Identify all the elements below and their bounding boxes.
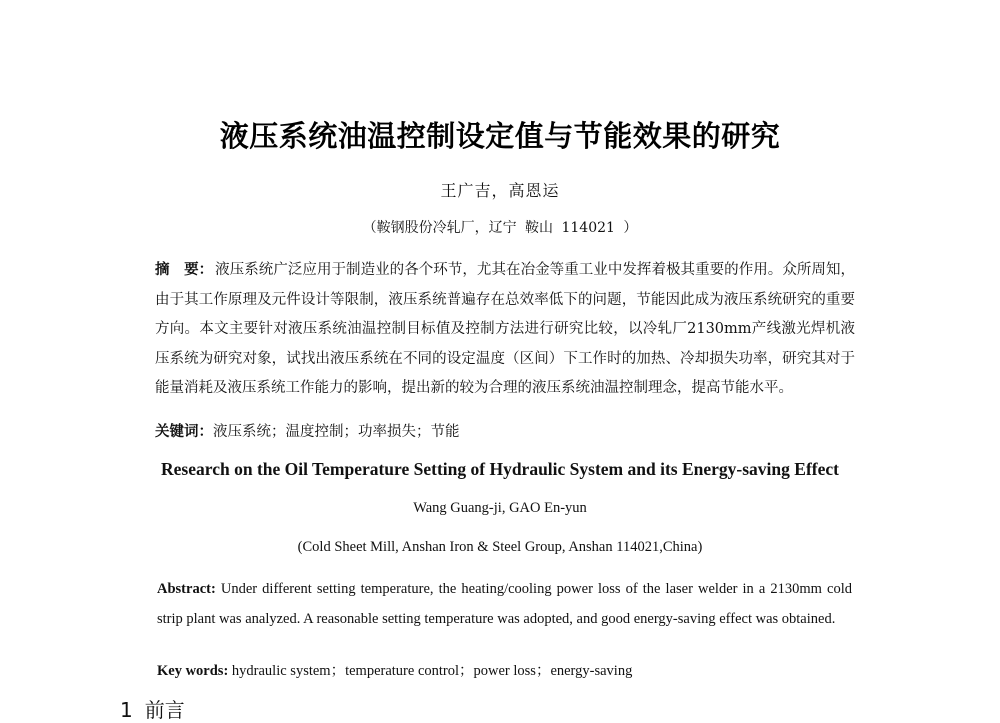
affiliation-en: (Cold Sheet Mill, Anshan Iron & Steel Group, Anshan 114021,China) <box>297 539 703 555</box>
abstract-en-text: Under different setting temperature, the heating/cooling power loss of the laser welder in a 2130mm cold strip plant was analyzed. A reasonable setting temperature was adopted, and good energy-saving effect was obtained. <box>157 581 852 627</box>
paper-title-en: Research on the Oil Temperature Setting of Hydraulic System and its Energy-saving Effect <box>161 459 839 479</box>
affiliation-cn: （鞍钢股份冷轧厂，辽宁 鞍山 114021 ） <box>362 220 638 236</box>
abstract-en-label: Abstract: <box>157 581 216 597</box>
keywords-cn-text: 液压系统；温度控制；功率损失；节能 <box>213 424 460 440</box>
paper-title-cn: 液压系统油温控制设定值与节能效果的研究 <box>219 119 781 153</box>
abstract-cn <box>155 256 855 404</box>
keywords-en-text: hydraulic system；temperature control；power loss；energy-saving <box>231 663 633 679</box>
authors-en: Wang Guang-ji, GAO En-yun <box>413 500 587 516</box>
section-title: 前言 <box>144 698 185 722</box>
keywords-cn-label: 关键词： <box>155 424 213 440</box>
keywords-en-label: Key words: <box>157 663 229 679</box>
abstract-cn-text: 液压系统广泛应用于制造业的各个环节，尤其在冶金等重工业中发挥着极其重要的作用。众所周知，由于其工作原理及元件设计等限制，液压系统普遍存在总效率低下的问题，节能因此成为液压系统研究的重要方向。本文主要针对液压系统油温控制目标值及控制方法进行研究比较，以冷轧厂2130mm产线激光焊机液压系统为研究对象，试找出液压系统在不同的设定温度（区间）下工作时的加热、冷却损失功率，研究其对于能量消耗及液压系统工作能力的影响，提出新的较为合理的液压系统油温控制理念，提高节能水平。 <box>155 262 855 396</box>
keywords-en <box>157 659 857 680</box>
keywords-cn <box>155 420 855 441</box>
section-number: 1 <box>120 698 133 722</box>
authors-cn: 王广吉，高恩运 <box>440 181 560 200</box>
abstract-en <box>157 575 852 634</box>
abstract-cn-label: 摘 要： <box>155 262 214 278</box>
section-heading-1 <box>120 694 185 723</box>
